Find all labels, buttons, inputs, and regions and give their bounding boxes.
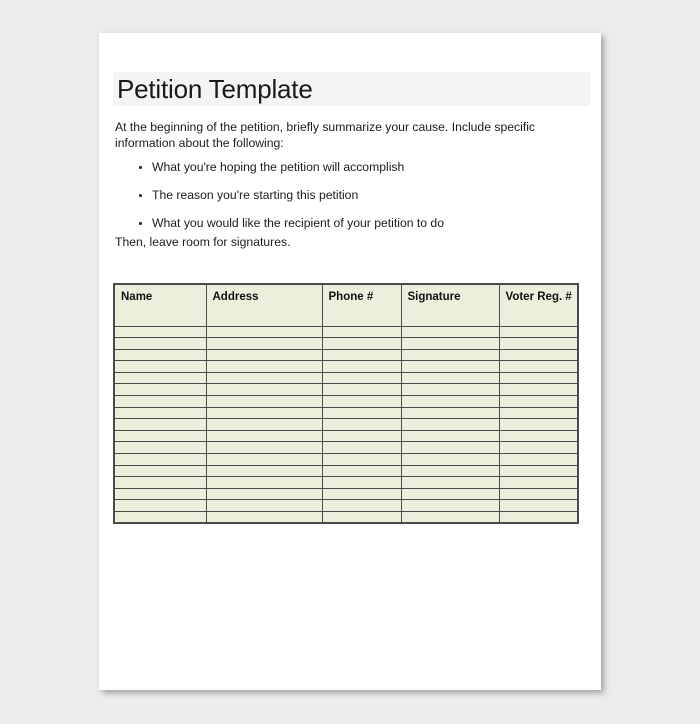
table-cell-address[interactable]: [206, 419, 322, 431]
table-row: [114, 442, 578, 454]
table-cell-name[interactable]: [114, 338, 206, 350]
table-cell-address[interactable]: [206, 361, 322, 373]
list-item: What you're hoping the petition will accomplish: [115, 160, 575, 175]
table-row: [114, 477, 578, 489]
table-cell-voter-reg[interactable]: [499, 465, 578, 477]
document-page: [99, 33, 601, 690]
table-cell-voter-reg[interactable]: [499, 477, 578, 489]
signature-table: [113, 283, 579, 524]
table-cell-voter-reg[interactable]: [499, 338, 578, 350]
table-row: [114, 326, 578, 338]
table-row: [114, 349, 578, 361]
table-cell-name[interactable]: [114, 384, 206, 396]
table-cell-address[interactable]: [206, 488, 322, 500]
table-cell-phone[interactable]: [322, 396, 401, 408]
table-cell-voter-reg[interactable]: [499, 349, 578, 361]
table-row: [114, 500, 578, 512]
table-cell-phone[interactable]: [322, 338, 401, 350]
table-cell-phone[interactable]: [322, 512, 401, 524]
table-row: [114, 430, 578, 442]
table-cell-address[interactable]: [206, 500, 322, 512]
instruction-bullet-list: [115, 160, 575, 244]
table-cell-phone[interactable]: [322, 419, 401, 431]
table-cell-voter-reg[interactable]: [499, 500, 578, 512]
table-row: [114, 372, 578, 384]
signature-table-header: [114, 284, 578, 326]
table-cell-name[interactable]: [114, 349, 206, 361]
table-cell-address[interactable]: [206, 384, 322, 396]
table-cell-name[interactable]: [114, 442, 206, 454]
table-cell-address[interactable]: [206, 407, 322, 419]
table-cell-signature[interactable]: [401, 326, 499, 338]
column-header-signature: Signature: [401, 284, 499, 326]
table-cell-phone[interactable]: [322, 430, 401, 442]
table-cell-address[interactable]: [206, 349, 322, 361]
table-cell-voter-reg[interactable]: [499, 512, 578, 524]
table-cell-address[interactable]: [206, 512, 322, 524]
list-item: The reason you're starting this petition: [115, 188, 575, 203]
table-cell-signature[interactable]: [401, 488, 499, 500]
table-cell-voter-reg[interactable]: [499, 442, 578, 454]
table-cell-name[interactable]: [114, 430, 206, 442]
table-cell-phone[interactable]: [322, 500, 401, 512]
signature-table-container: [113, 283, 577, 524]
table-row: [114, 512, 578, 524]
table-header-row: [114, 284, 578, 326]
table-cell-signature[interactable]: [401, 349, 499, 361]
table-row: [114, 465, 578, 477]
table-cell-phone[interactable]: [322, 407, 401, 419]
table-cell-address[interactable]: [206, 430, 322, 442]
table-row: [114, 407, 578, 419]
table-row: [114, 454, 578, 466]
table-row: [114, 361, 578, 373]
table-row: [114, 384, 578, 396]
table-cell-signature[interactable]: [401, 477, 499, 489]
table-cell-address[interactable]: [206, 396, 322, 408]
table-cell-phone[interactable]: [322, 477, 401, 489]
table-cell-signature[interactable]: [401, 384, 499, 396]
table-cell-name[interactable]: [114, 326, 206, 338]
table-cell-phone[interactable]: [322, 465, 401, 477]
table-cell-address[interactable]: [206, 454, 322, 466]
table-cell-signature[interactable]: [401, 442, 499, 454]
table-cell-voter-reg[interactable]: [499, 326, 578, 338]
table-cell-name[interactable]: [114, 512, 206, 524]
table-cell-voter-reg[interactable]: [499, 361, 578, 373]
table-cell-phone[interactable]: [322, 488, 401, 500]
table-cell-phone[interactable]: [322, 361, 401, 373]
table-cell-signature[interactable]: [401, 465, 499, 477]
table-cell-phone[interactable]: [322, 326, 401, 338]
table-cell-name[interactable]: [114, 361, 206, 373]
table-cell-address[interactable]: [206, 326, 322, 338]
table-cell-voter-reg[interactable]: [499, 407, 578, 419]
table-cell-name[interactable]: [114, 465, 206, 477]
table-cell-voter-reg[interactable]: [499, 454, 578, 466]
table-cell-name[interactable]: [114, 477, 206, 489]
signature-table-body: [114, 326, 578, 523]
table-cell-name[interactable]: [114, 500, 206, 512]
table-cell-name[interactable]: [114, 396, 206, 408]
table-cell-name[interactable]: [114, 407, 206, 419]
table-cell-signature[interactable]: [401, 454, 499, 466]
table-cell-name[interactable]: [114, 372, 206, 384]
table-cell-phone[interactable]: [322, 349, 401, 361]
page-title: Petition Template: [117, 74, 313, 104]
table-row: [114, 396, 578, 408]
table-cell-voter-reg[interactable]: [499, 384, 578, 396]
table-cell-signature[interactable]: [401, 396, 499, 408]
intro-paragraph: At the beginning of the petition, briefly summarize your cause. Include specific information about the following:: [115, 120, 536, 150]
table-cell-name[interactable]: [114, 454, 206, 466]
table-cell-signature[interactable]: [401, 430, 499, 442]
table-cell-voter-reg[interactable]: [499, 396, 578, 408]
column-header-phone: Phone #: [322, 284, 401, 326]
table-cell-signature[interactable]: [401, 338, 499, 350]
table-cell-phone[interactable]: [322, 442, 401, 454]
table-cell-signature[interactable]: [401, 407, 499, 419]
table-row: [114, 488, 578, 500]
table-cell-voter-reg[interactable]: [499, 419, 578, 431]
table-cell-phone[interactable]: [322, 372, 401, 384]
table-cell-address[interactable]: [206, 477, 322, 489]
table-cell-phone[interactable]: [322, 454, 401, 466]
column-header-voter-reg: Voter Reg. #: [499, 284, 578, 326]
table-cell-voter-reg[interactable]: [499, 488, 578, 500]
table-row: [114, 338, 578, 350]
column-header-name: Name: [114, 284, 206, 326]
table-cell-signature[interactable]: [401, 361, 499, 373]
table-cell-phone[interactable]: [322, 384, 401, 396]
table-cell-signature[interactable]: [401, 512, 499, 524]
column-header-address: Address: [206, 284, 322, 326]
table-cell-address[interactable]: [206, 442, 322, 454]
closing-line: Then, leave room for signatures.: [115, 235, 291, 249]
table-cell-name[interactable]: [114, 419, 206, 431]
list-item: What you would like the recipient of your petition to do: [115, 216, 575, 231]
table-cell-address[interactable]: [206, 338, 322, 350]
table-cell-name[interactable]: [114, 488, 206, 500]
table-cell-address[interactable]: [206, 465, 322, 477]
table-row: [114, 419, 578, 431]
table-cell-signature[interactable]: [401, 419, 499, 431]
table-cell-address[interactable]: [206, 372, 322, 384]
table-cell-signature[interactable]: [401, 372, 499, 384]
table-cell-signature[interactable]: [401, 500, 499, 512]
table-cell-voter-reg[interactable]: [499, 372, 578, 384]
table-cell-voter-reg[interactable]: [499, 430, 578, 442]
